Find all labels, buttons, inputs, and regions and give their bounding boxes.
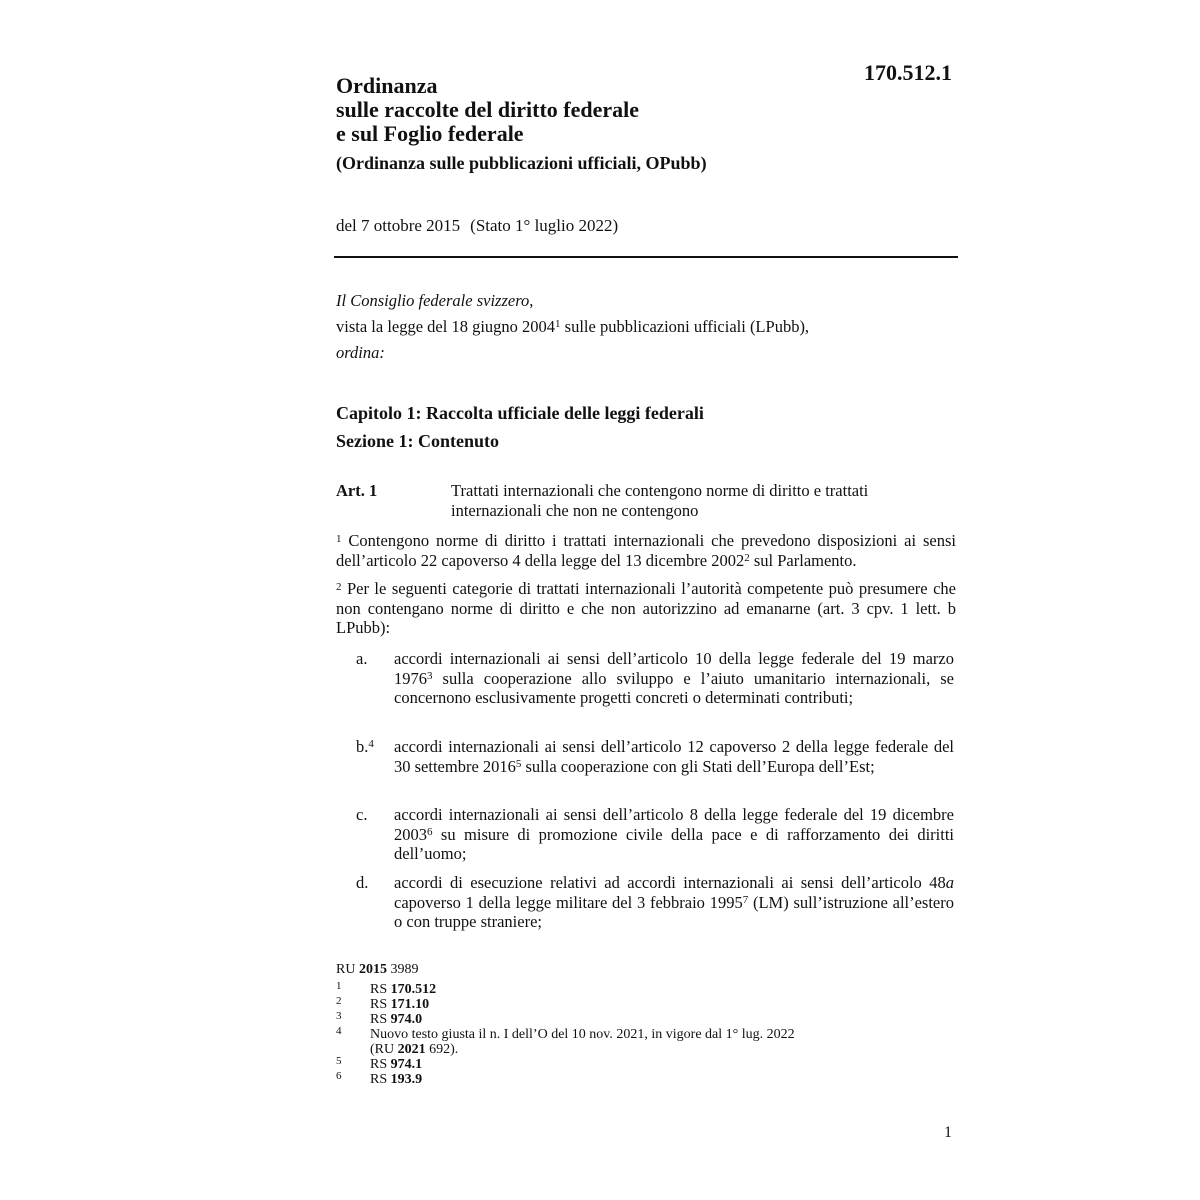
footnote-ref[interactable]: 1 <box>555 318 561 330</box>
footnote-number: 5 <box>336 1055 342 1067</box>
list-letter <box>356 737 374 757</box>
status-date: (Stato 1° luglio 2022) <box>470 216 619 235</box>
footnote-text: Nuovo testo giusta il n. I dell’O del 10 nov. 2021, in vigore dal 1° lug. 2022 <box>370 1027 795 1042</box>
list-letter-text: b. <box>356 737 369 756</box>
preamble-authority: Il Consiglio federale svizzero, <box>336 291 534 310</box>
footnote-number: 2 <box>336 995 342 1007</box>
footnote <box>336 1012 936 1027</box>
footnote-number: 3 <box>336 1010 342 1022</box>
footnote-ref[interactable]: 6 <box>427 825 433 838</box>
document-number: 170.512.1 <box>864 60 952 85</box>
footnote-link[interactable]: 193.9 <box>390 1072 423 1087</box>
footnote-prefix: RS <box>370 997 388 1012</box>
paragraph-2 <box>336 579 956 638</box>
preamble <box>336 288 809 366</box>
list-text-part: accordi di esecuzione relativi ad accordi internazionali ai sensi dell’articolo 48 <box>394 873 946 892</box>
document-subtitle: (Ordinanza sulle pubblicazioni ufficiali, OPubb) <box>336 153 707 173</box>
page-number: 1 <box>944 1124 952 1141</box>
footnote-number: 4 <box>336 1025 342 1037</box>
footnotes <box>336 982 936 1087</box>
footnote-link[interactable]: 974.0 <box>390 1012 423 1027</box>
article-title-line: internazionali che non ne contengono <box>451 501 699 520</box>
footnote-number: 1 <box>336 980 342 992</box>
paragraph-1 <box>336 531 956 570</box>
footnote <box>336 1057 936 1072</box>
paragraph-text: Per le seguenti categorie di trattati internazionali l’autorità competente può presumere che non contengano norme di diritto e che non autorizzino ad emanarne (art. 3 cpv. 1 lett. b LPubb): <box>336 579 956 637</box>
enactment-date: del 7 ottobre 2015 <box>336 216 461 235</box>
list-text <box>394 873 954 932</box>
article-label: Art. 1 <box>336 481 378 500</box>
paragraph-text: Contengono norme di diritto i trattati internazionali che prevedono disposizioni ai sensi dell’articolo 22 capoverso 4 della legge del 13 dicembre 2002 <box>336 531 956 570</box>
title-line: Ordinanza <box>336 73 438 98</box>
ru-year: 2015 <box>358 962 387 977</box>
list-letter: c. <box>356 805 368 824</box>
footnote-prefix: RS <box>370 1072 388 1087</box>
document-page <box>336 0 958 1200</box>
footnote-prefix: RS <box>370 1012 388 1027</box>
footnote <box>336 1027 936 1057</box>
list-text <box>394 805 954 864</box>
footnote-prefix: RS <box>370 1057 388 1072</box>
paragraph-number: 2 <box>336 581 342 593</box>
footnote-text: 692). <box>429 1042 459 1057</box>
footnote-text: (RU <box>370 1042 395 1057</box>
footnote-link[interactable]: 2021 <box>397 1042 426 1057</box>
list-letter: d. <box>356 873 369 892</box>
title-line: e sul Foglio federale <box>336 121 524 146</box>
footnote-ref[interactable]: 7 <box>742 893 749 906</box>
title-line: sulle raccolte del diritto federale <box>336 97 640 122</box>
list-letter: a. <box>356 649 368 668</box>
list-text-part: (LM) sull’istruzione all’estero o con truppe straniere; <box>394 892 955 931</box>
footnote-number: 6 <box>336 1070 342 1082</box>
chapter-heading: Capitolo 1: Raccolta ufficiale delle leggi federali <box>336 403 704 423</box>
document-title <box>336 74 639 146</box>
header-divider <box>334 256 958 258</box>
list-text-part: accordi internazionali ai sensi dell’articolo 8 della legge federale del 19 dicembre 2003 <box>394 805 954 844</box>
article-title <box>451 481 931 521</box>
footnote-link[interactable]: 171.10 <box>390 997 430 1012</box>
list-text-part: capoverso 1 della legge militare del 3 febbraio 1995 <box>394 892 743 912</box>
article-title-line: Trattati internazionali che contengono norme di diritto e trattati <box>451 481 869 500</box>
list-text-part: accordi internazionali ai sensi dell’articolo 12 capoverso 2 della legge federale del 30 settembre 2016 <box>394 737 954 776</box>
footnote-prefix: RS <box>370 982 388 997</box>
list-text-part: sulla cooperazione allo sviluppo e l’aiuto umanitario internazionali, se concernono esclusivamente progetti concreti o determinati contributi; <box>394 668 954 707</box>
preamble-basis-text: vista la legge del 18 giugno 2004 <box>336 317 556 336</box>
list-text <box>394 649 954 708</box>
footnote-link[interactable]: 974.1 <box>390 1057 423 1072</box>
ru-prefix: RU <box>336 962 356 977</box>
footnote <box>336 997 936 1012</box>
date-line <box>336 216 618 236</box>
paragraph-text: sul Parlamento. <box>749 550 857 570</box>
footnote-ref[interactable]: 5 <box>515 757 522 770</box>
footnote-ref[interactable]: 3 <box>427 669 433 682</box>
preamble-decree: ordina: <box>336 343 385 362</box>
list-text <box>394 737 954 776</box>
list-text-part: accordi internazionali ai sensi dell’articolo 10 della legge federale del 19 marzo 1976 <box>394 649 954 688</box>
preamble-basis <box>336 314 809 340</box>
footnote-ref[interactable]: 2 <box>744 551 750 564</box>
list-text-part: sulla cooperazione con gli Stati dell’Europa dell’Est; <box>521 756 875 776</box>
ru-page: 3989 <box>390 962 419 977</box>
footnote-link[interactable]: 170.512 <box>390 982 437 997</box>
footnote-ref[interactable]: 4 <box>368 738 374 750</box>
list-text-italic: a <box>945 873 954 892</box>
footnote <box>336 1072 936 1087</box>
official-compilation-reference <box>336 962 418 978</box>
preamble-basis-text: sulle pubblicazioni ufficiali (LPubb), <box>560 317 810 336</box>
section-heading: Sezione 1: Contenuto <box>336 431 499 451</box>
list-text-part: su misure di promozione civile della pace e di rafforzamento dei diritti dell’uomo; <box>394 824 954 863</box>
footnote <box>336 982 936 997</box>
paragraph-number: 1 <box>336 533 342 545</box>
